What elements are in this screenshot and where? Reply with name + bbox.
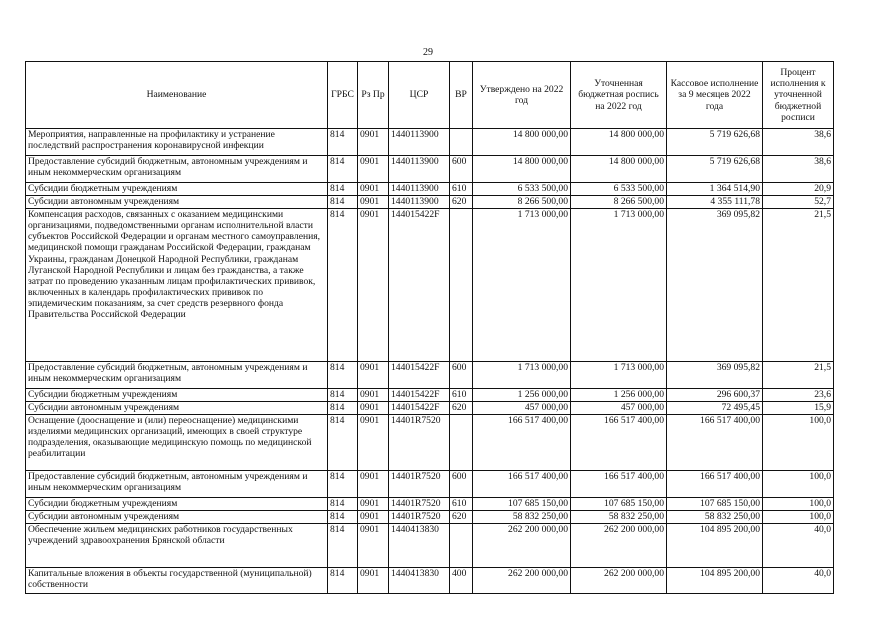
row-rzpr-cell: 0901 xyxy=(358,471,389,498)
row-name-cell: Капитальные вложения в объекты государственной (муниципальной) собственности xyxy=(26,568,328,594)
row-name-cell: Предоставление субсидий бюджетным, автономным учреждениям и иным некоммерческим организациям xyxy=(26,362,328,389)
row-executed-cell: 104 895 200,00 xyxy=(667,568,763,594)
row-rzpr-cell: 0901 xyxy=(358,498,389,511)
row-refined-cell: 14 800 000,00 xyxy=(571,129,667,156)
row-percent-cell: 20,9 xyxy=(763,183,834,196)
row-approved-cell: 14 800 000,00 xyxy=(473,156,571,183)
row-rzpr-cell: 0901 xyxy=(358,511,389,524)
row-percent-cell: 100,0 xyxy=(763,415,834,471)
row-csr-cell: 14401R7520 xyxy=(389,471,450,498)
table-row xyxy=(26,415,834,471)
row-csr-cell: 1440113900 xyxy=(389,183,450,196)
row-executed-cell: 72 495,45 xyxy=(667,402,763,415)
row-refined-cell: 58 832 250,00 xyxy=(571,511,667,524)
row-percent-cell: 40,0 xyxy=(763,524,834,568)
row-vr-cell: 400 xyxy=(450,568,473,594)
row-percent-cell: 100,0 xyxy=(763,471,834,498)
row-grbs-cell: 814 xyxy=(328,511,358,524)
row-vr-cell: 620 xyxy=(450,402,473,415)
row-csr-cell: 144015422F xyxy=(389,209,450,362)
row-csr-cell: 1440113900 xyxy=(389,196,450,209)
row-refined-cell: 14 800 000,00 xyxy=(571,156,667,183)
row-refined-cell: 166 517 400,00 xyxy=(571,471,667,498)
row-grbs-cell: 814 xyxy=(328,196,358,209)
row-grbs-cell: 814 xyxy=(328,209,358,362)
row-approved-cell: 8 266 500,00 xyxy=(473,196,571,209)
column-header-vr: ВР xyxy=(450,62,473,129)
row-rzpr-cell: 0901 xyxy=(358,183,389,196)
row-name-cell: Субсидии бюджетным учреждениям xyxy=(26,389,328,402)
row-name-cell: Оснащение (дооснащение и (или) переоснащение) медицинскими изделиями медицинских организаций, имеющих в своей структуре подразделения, оказывающие медицинскую помощь по медицинской реабилитации xyxy=(26,415,328,471)
row-refined-cell: 262 200 000,00 xyxy=(571,568,667,594)
row-executed-cell: 4 355 111,78 xyxy=(667,196,763,209)
row-csr-cell: 1440413830 xyxy=(389,524,450,568)
row-csr-cell: 1440113900 xyxy=(389,156,450,183)
row-refined-cell: 8 266 500,00 xyxy=(571,196,667,209)
row-csr-cell: 14401R7520 xyxy=(389,415,450,471)
row-rzpr-cell: 0901 xyxy=(358,209,389,362)
table-row xyxy=(26,156,834,183)
row-executed-cell: 5 719 626,68 xyxy=(667,129,763,156)
page-number: 29 xyxy=(423,47,433,58)
row-rzpr-cell: 0901 xyxy=(358,524,389,568)
row-executed-cell: 5 719 626,68 xyxy=(667,156,763,183)
row-refined-cell: 457 000,00 xyxy=(571,402,667,415)
row-rzpr-cell: 0901 xyxy=(358,389,389,402)
row-approved-cell: 1 256 000,00 xyxy=(473,389,571,402)
row-grbs-cell: 814 xyxy=(328,415,358,471)
row-grbs-cell: 814 xyxy=(328,129,358,156)
row-approved-cell: 6 533 500,00 xyxy=(473,183,571,196)
row-vr-cell: 620 xyxy=(450,511,473,524)
table-row xyxy=(26,568,834,594)
row-approved-cell: 58 832 250,00 xyxy=(473,511,571,524)
row-rzpr-cell: 0901 xyxy=(358,402,389,415)
row-grbs-cell: 814 xyxy=(328,498,358,511)
budget-execution-table xyxy=(25,61,834,594)
row-executed-cell: 296 600,37 xyxy=(667,389,763,402)
row-approved-cell: 262 200 000,00 xyxy=(473,568,571,594)
row-vr-cell: 610 xyxy=(450,183,473,196)
row-vr-cell xyxy=(450,524,473,568)
row-rzpr-cell: 0901 xyxy=(358,156,389,183)
row-percent-cell: 100,0 xyxy=(763,511,834,524)
table-row xyxy=(26,209,834,362)
row-approved-cell: 107 685 150,00 xyxy=(473,498,571,511)
row-executed-cell: 369 095,82 xyxy=(667,209,763,362)
row-approved-cell: 166 517 400,00 xyxy=(473,471,571,498)
row-grbs-cell: 814 xyxy=(328,183,358,196)
row-percent-cell: 100,0 xyxy=(763,498,834,511)
row-name-cell: Субсидии бюджетным учреждениям xyxy=(26,183,328,196)
column-header-executed: Кассовое исполнение за 9 месяцев 2022 года xyxy=(667,62,763,129)
row-csr-cell: 1440113900 xyxy=(389,129,450,156)
row-percent-cell: 21,5 xyxy=(763,209,834,362)
column-header-percent: Процент исполнения к уточненной бюджетной росписи xyxy=(763,62,834,129)
row-refined-cell: 1 713 000,00 xyxy=(571,362,667,389)
column-header-csr: ЦСР xyxy=(389,62,450,129)
column-header-refined: Уточненная бюджетная роспись на 2022 год xyxy=(571,62,667,129)
row-percent-cell: 40,0 xyxy=(763,568,834,594)
row-name-cell: Обеспечение жильем медицинских работников государственных учреждений здравоохранения Брянской области xyxy=(26,524,328,568)
row-grbs-cell: 814 xyxy=(328,568,358,594)
row-percent-cell: 23,6 xyxy=(763,389,834,402)
row-name-cell: Субсидии автономным учреждениям xyxy=(26,511,328,524)
row-rzpr-cell: 0901 xyxy=(358,129,389,156)
table-row xyxy=(26,183,834,196)
row-executed-cell: 58 832 250,00 xyxy=(667,511,763,524)
row-refined-cell: 1 713 000,00 xyxy=(571,209,667,362)
row-grbs-cell: 814 xyxy=(328,471,358,498)
row-vr-cell: 610 xyxy=(450,389,473,402)
column-header-rzpr: Рз Пр xyxy=(358,62,389,129)
row-rzpr-cell: 0901 xyxy=(358,568,389,594)
row-vr-cell xyxy=(450,129,473,156)
row-name-cell: Компенсация расходов, связанных с оказанием медицинскими организациями, подведомственными органам исполнительной власти субъектов Российской Федерации и органам местного самоуправления, медицинской помощи гражданам Российской Федерации, гражданам Украины, гражданам Донецкой Народной Республики, гражданам Луганской Народной Республики и лицам без гражданства, а также затрат по проведению указанным лицам профилактических прививок, включенных в календарь профилактических прививок по эпидемическим показаниям, за счет средств резервного фонда Правительства Российской Федерации xyxy=(26,209,328,362)
table-row xyxy=(26,196,834,209)
row-grbs-cell: 814 xyxy=(328,524,358,568)
row-approved-cell: 14 800 000,00 xyxy=(473,129,571,156)
row-percent-cell: 38,6 xyxy=(763,156,834,183)
row-rzpr-cell: 0901 xyxy=(358,196,389,209)
row-csr-cell: 1440413830 xyxy=(389,568,450,594)
row-csr-cell: 14401R7520 xyxy=(389,498,450,511)
row-approved-cell: 457 000,00 xyxy=(473,402,571,415)
column-header-name: Наименование xyxy=(26,62,328,129)
row-percent-cell: 52,7 xyxy=(763,196,834,209)
row-vr-cell xyxy=(450,415,473,471)
table-row xyxy=(26,402,834,415)
row-vr-cell xyxy=(450,209,473,362)
row-csr-cell: 144015422F xyxy=(389,362,450,389)
row-approved-cell: 1 713 000,00 xyxy=(473,209,571,362)
row-grbs-cell: 814 xyxy=(328,402,358,415)
row-refined-cell: 107 685 150,00 xyxy=(571,498,667,511)
row-refined-cell: 6 533 500,00 xyxy=(571,183,667,196)
row-vr-cell: 610 xyxy=(450,498,473,511)
table-row xyxy=(26,498,834,511)
row-name-cell: Субсидии автономным учреждениям xyxy=(26,196,328,209)
row-name-cell: Предоставление субсидий бюджетным, автономным учреждениям и иным некоммерческим организациям xyxy=(26,471,328,498)
table-row xyxy=(26,362,834,389)
row-vr-cell: 600 xyxy=(450,362,473,389)
column-header-approved: Утверждено на 2022 год xyxy=(473,62,571,129)
row-name-cell: Мероприятия, направленные на профилактику и устранение последствий распространения коронавирусной инфекции xyxy=(26,129,328,156)
row-csr-cell: 14401R7520 xyxy=(389,511,450,524)
row-executed-cell: 166 517 400,00 xyxy=(667,415,763,471)
row-rzpr-cell: 0901 xyxy=(358,362,389,389)
row-refined-cell: 1 256 000,00 xyxy=(571,389,667,402)
table-header-row xyxy=(26,62,834,129)
row-approved-cell: 262 200 000,00 xyxy=(473,524,571,568)
row-rzpr-cell: 0901 xyxy=(358,415,389,471)
row-executed-cell: 166 517 400,00 xyxy=(667,471,763,498)
row-grbs-cell: 814 xyxy=(328,362,358,389)
row-executed-cell: 107 685 150,00 xyxy=(667,498,763,511)
table-row xyxy=(26,389,834,402)
row-executed-cell: 1 364 514,90 xyxy=(667,183,763,196)
row-vr-cell: 600 xyxy=(450,156,473,183)
row-executed-cell: 369 095,82 xyxy=(667,362,763,389)
row-approved-cell: 1 713 000,00 xyxy=(473,362,571,389)
row-refined-cell: 166 517 400,00 xyxy=(571,415,667,471)
column-header-grbs: ГРБС xyxy=(328,62,358,129)
row-name-cell: Субсидии бюджетным учреждениям xyxy=(26,498,328,511)
row-percent-cell: 15,9 xyxy=(763,402,834,415)
row-vr-cell: 600 xyxy=(450,471,473,498)
table-row xyxy=(26,129,834,156)
table-row xyxy=(26,471,834,498)
table-row xyxy=(26,511,834,524)
row-name-cell: Предоставление субсидий бюджетным, автономным учреждениям и иным некоммерческим организациям xyxy=(26,156,328,183)
row-executed-cell: 104 895 200,00 xyxy=(667,524,763,568)
row-csr-cell: 144015422F xyxy=(389,389,450,402)
row-percent-cell: 21,5 xyxy=(763,362,834,389)
row-vr-cell: 620 xyxy=(450,196,473,209)
row-name-cell: Субсидии автономным учреждениям xyxy=(26,402,328,415)
row-csr-cell: 144015422F xyxy=(389,402,450,415)
row-percent-cell: 38,6 xyxy=(763,129,834,156)
row-approved-cell: 166 517 400,00 xyxy=(473,415,571,471)
row-grbs-cell: 814 xyxy=(328,389,358,402)
row-grbs-cell: 814 xyxy=(328,156,358,183)
table-body xyxy=(26,129,834,594)
row-refined-cell: 262 200 000,00 xyxy=(571,524,667,568)
table-row xyxy=(26,524,834,568)
